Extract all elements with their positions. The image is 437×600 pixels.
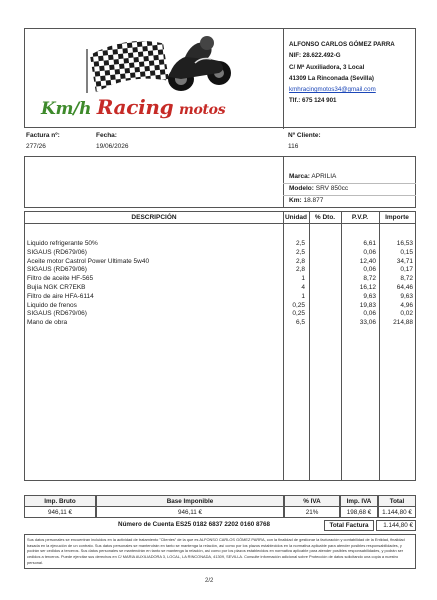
company-wordmark (41, 95, 225, 119)
item-amount: 214,88 (393, 319, 413, 327)
page-number: 2/2 (205, 578, 214, 584)
item-description: SIGAUS (RD679/06) (27, 248, 87, 256)
item-price: 8,72 (363, 275, 376, 283)
vehicle-brand-label: Marca: (289, 173, 310, 180)
invoice-number-label: Factura nº: (26, 132, 60, 139)
company-address: C/ Mª Auxiliadora, 3 Local (289, 63, 365, 71)
item-unit: 2,5 (295, 240, 305, 247)
item-description: Filtro de aire HFA-6114 (27, 292, 94, 300)
company-nif: NIF: 28.622.492-G (289, 52, 341, 60)
invoice-total: 1.144,80 € (376, 520, 416, 531)
item-unit: 4 (301, 284, 305, 291)
invoice-total-label: Total Factura (324, 520, 374, 531)
item-price: 9,63 (363, 292, 376, 300)
invoice-header (24, 28, 416, 128)
vehicle-model (289, 185, 348, 192)
client-number: 116 (288, 143, 299, 150)
gross-amount-box (24, 495, 96, 518)
item-unit: 2,8 (295, 257, 305, 265)
logo-motos-text: motos (178, 102, 226, 118)
table-row (25, 319, 415, 328)
item-description: SIGAUS (RD679/06) (27, 266, 87, 274)
table-row (25, 310, 415, 319)
vehicle-row-separator (283, 195, 416, 196)
item-amount: 8,72 (400, 275, 413, 283)
item-unit: 0,25 (292, 301, 305, 309)
table-row (25, 258, 415, 267)
item-amount: 0,15 (400, 248, 413, 256)
motorcycle-rider-checkered-flag-logo-icon (69, 33, 239, 95)
vat-rate-label: % IVA (285, 496, 339, 507)
item-unit: 6,5 (295, 319, 305, 327)
item-price: 16,12 (359, 284, 376, 291)
table-row (25, 302, 415, 311)
table-row (25, 240, 415, 249)
vehicle-row-separator (283, 183, 416, 184)
logo-kmh-text: Km/h (41, 99, 92, 119)
item-unit: 2,8 (295, 266, 305, 274)
item-unit: 2,5 (295, 248, 305, 256)
item-amount: 0,02 (400, 310, 413, 318)
vehicle-km-label: Km: (289, 197, 302, 204)
table-row (25, 249, 415, 258)
header-divider (283, 29, 284, 129)
item-description: Filtro de aceite HF-565 (27, 275, 94, 283)
company-logo (29, 33, 279, 125)
item-amount: 64,46 (396, 284, 413, 291)
tax-base-label: Base Imponible (97, 496, 283, 507)
tax-base-box (96, 495, 284, 518)
header-unit: Unidad (284, 214, 308, 221)
vehicle-box (24, 156, 416, 208)
item-amount: 34,71 (396, 257, 413, 265)
item-description: Mano de obra (27, 319, 68, 327)
bank-account: Número de Cuenta ES25 0182 6837 2202 0160 8768 (118, 521, 270, 528)
item-description: Bujía NGK CR7EKB (27, 284, 86, 291)
item-price: 19,83 (359, 301, 376, 309)
company-details (289, 39, 415, 107)
items-table (24, 211, 416, 481)
header-amount: Importe (385, 214, 409, 221)
vehicle-km (289, 197, 323, 204)
vat-amount: 198,68 € (346, 509, 372, 516)
company-city: 41309 La Rinconada (Sevilla) (289, 74, 374, 82)
header-discount: % Dto. (314, 214, 336, 221)
item-unit: 1 (301, 275, 305, 283)
item-price: 0,06 (363, 248, 376, 256)
invoice-date-label: Fecha: (96, 132, 117, 139)
item-description: Liquido de frenos (27, 301, 77, 309)
item-price: 6,61 (363, 240, 376, 247)
item-amount: 4,96 (400, 301, 413, 309)
item-price: 12,40 (359, 257, 376, 265)
vehicle-divider (283, 157, 284, 207)
company-name: ALFONSO CARLOS GÓMEZ PARRA (289, 41, 395, 48)
vat-amount-label: Imp. IVA (341, 496, 377, 507)
item-description: Liquido refrigerante 50% (27, 240, 98, 247)
table-row (25, 293, 415, 302)
table-row (25, 266, 415, 275)
invoice-number: 277/26 (26, 143, 46, 150)
items-table-header (25, 212, 415, 224)
gross-amount-label: Imp. Bruto (25, 496, 95, 507)
item-price: 0,06 (363, 310, 376, 318)
header-description: DESCRIPCIÓN (131, 214, 177, 221)
vehicle-brand (289, 173, 336, 180)
total-amount: 1.144,80 € (382, 509, 412, 516)
gross-amount: 946,11 € (47, 509, 73, 516)
item-price: 0,06 (363, 266, 376, 274)
vehicle-model-label: Modelo: (289, 185, 314, 192)
vat-rate: 21% (305, 509, 319, 516)
vat-amount-box (340, 495, 378, 518)
vehicle-brand-value: APRILIA (311, 173, 337, 180)
item-unit: 0,25 (292, 310, 305, 318)
company-email-link[interactable]: kmhracingmotos34@gmail.com (289, 86, 376, 94)
vehicle-model-value: SRV 850cc (315, 185, 349, 192)
header-price: P.V.P. (351, 214, 369, 221)
item-amount: 9,63 (400, 292, 413, 300)
total-label: Total (379, 496, 415, 507)
logo-racing-text: Racing (96, 95, 174, 119)
table-row (25, 284, 415, 293)
vat-rate-box (284, 495, 340, 518)
item-description: SIGAUS (RD679/06) (27, 310, 87, 318)
invoice-date: 19/06/2026 (96, 143, 129, 150)
client-number-label: Nº Cliente: (288, 132, 321, 139)
tax-base: 946,11 € (177, 509, 203, 516)
vehicle-km-value: 18.877 (303, 197, 324, 204)
table-row (25, 275, 415, 284)
item-amount: 0,17 (400, 266, 413, 274)
item-description: Aceite motor Castrol Power Ultimate 5w40 (27, 257, 150, 265)
data-protection-notice: Sus datos personales se encuentran incluidos en la actividad de tratamiento "Clientes" de la que es ALFONSO CARLOS GÓMEZ PARRA, con la finalidad de gestionar la facturación y contabilidad de la Entidad, finalidad basada en la ejecución de un contrato. Sus datos personales se mantendrán en tanto se mantenga la relación, así como por los plazos establecidos en la normativa aplicable para atender posibles responsabilidades, y podrán ser cedidos a terceros. Sus datos personales se mantendrán en tanto se mantenga la relación, así como por los plazos establecidos en normativa aplicable para atender posibles responsabilidades, y podrán ser cedidos a terceros. Puede ejercitar sus derechos en C/ MARIA AUXILIADORA 3, LOCAL, LA RINCONADA, 41309, SEVILLA. Consulte información adicional sobre Protección de datos solicitando una copia a nuestro personal. (24, 534, 416, 569)
company-phone: Tlf.: 675 124 901 (289, 97, 337, 105)
total-box (378, 495, 416, 518)
item-unit: 1 (301, 292, 305, 300)
item-amount: 16,53 (396, 240, 413, 247)
item-price: 33,06 (359, 319, 376, 327)
invoice-page (24, 28, 416, 578)
